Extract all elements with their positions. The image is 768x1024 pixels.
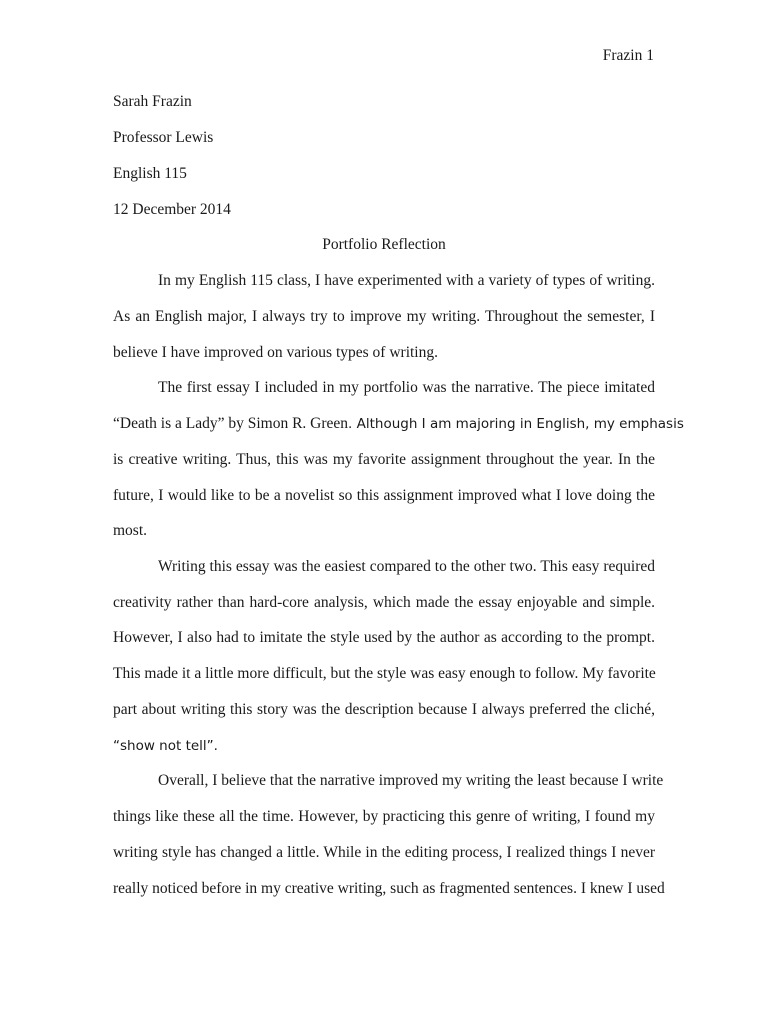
date: 12 December 2014 [113,201,231,218]
body-line: writing style has changed a little. While in the editing process, I realized things I never [113,844,655,861]
body-line: As an English major, I always try to improve my writing. Throughout the semester, I [113,308,655,325]
body-line: Overall, I believe that the narrative improved my writing the least because I write [158,772,664,789]
body-line: future, I would like to be a novelist so this assignment improved what I love doing the [113,487,655,504]
author-name: Sarah Frazin [113,93,192,110]
body-line: This made it a little more difficult, but the style was easy enough to follow. My favorite [113,665,656,682]
body-line: Writing this essay was the easiest compared to the other two. This easy required [158,558,655,575]
body-line: really noticed before in my creative writing, such as fragmented sentences. I knew I used [113,880,665,897]
body-line-alt-font: . Although I am majoring in English, my emphasis [348,416,684,432]
body-line: things like these all the time. However, by practicing this genre of writing, I found my [113,808,655,825]
body-line: part about writing this story was the description because I always preferred the cliché, [113,701,655,718]
body-line: creativity rather than hard-core analysis, which made the essay enjoyable and simple. [113,594,655,611]
course-name: English 115 [113,165,187,182]
running-head: Frazin 1 [602,47,654,64]
body-line-mixed [113,414,684,434]
body-line: most. [113,522,148,539]
body-line: believe I have improved on various types of writing. [113,344,438,361]
body-line-quote: “Death is a Lady” by Simon R. Green [113,415,349,432]
instructor-name: Professor Lewis [113,129,214,146]
body-line: is creative writing. Thus, this was my favorite assignment throughout the year. In the [113,451,655,468]
body-line: However, I also had to imitate the style used by the author as according to the prompt. [113,629,655,646]
body-line: In my English 115 class, I have experimented with a variety of types of writing. [158,272,655,289]
body-line: The first essay I included in my portfolio was the narrative. The piece imitated [158,379,655,396]
page-title: Portfolio Reflection [322,236,446,253]
body-line-alt-font: “show not tell”. [113,738,218,754]
